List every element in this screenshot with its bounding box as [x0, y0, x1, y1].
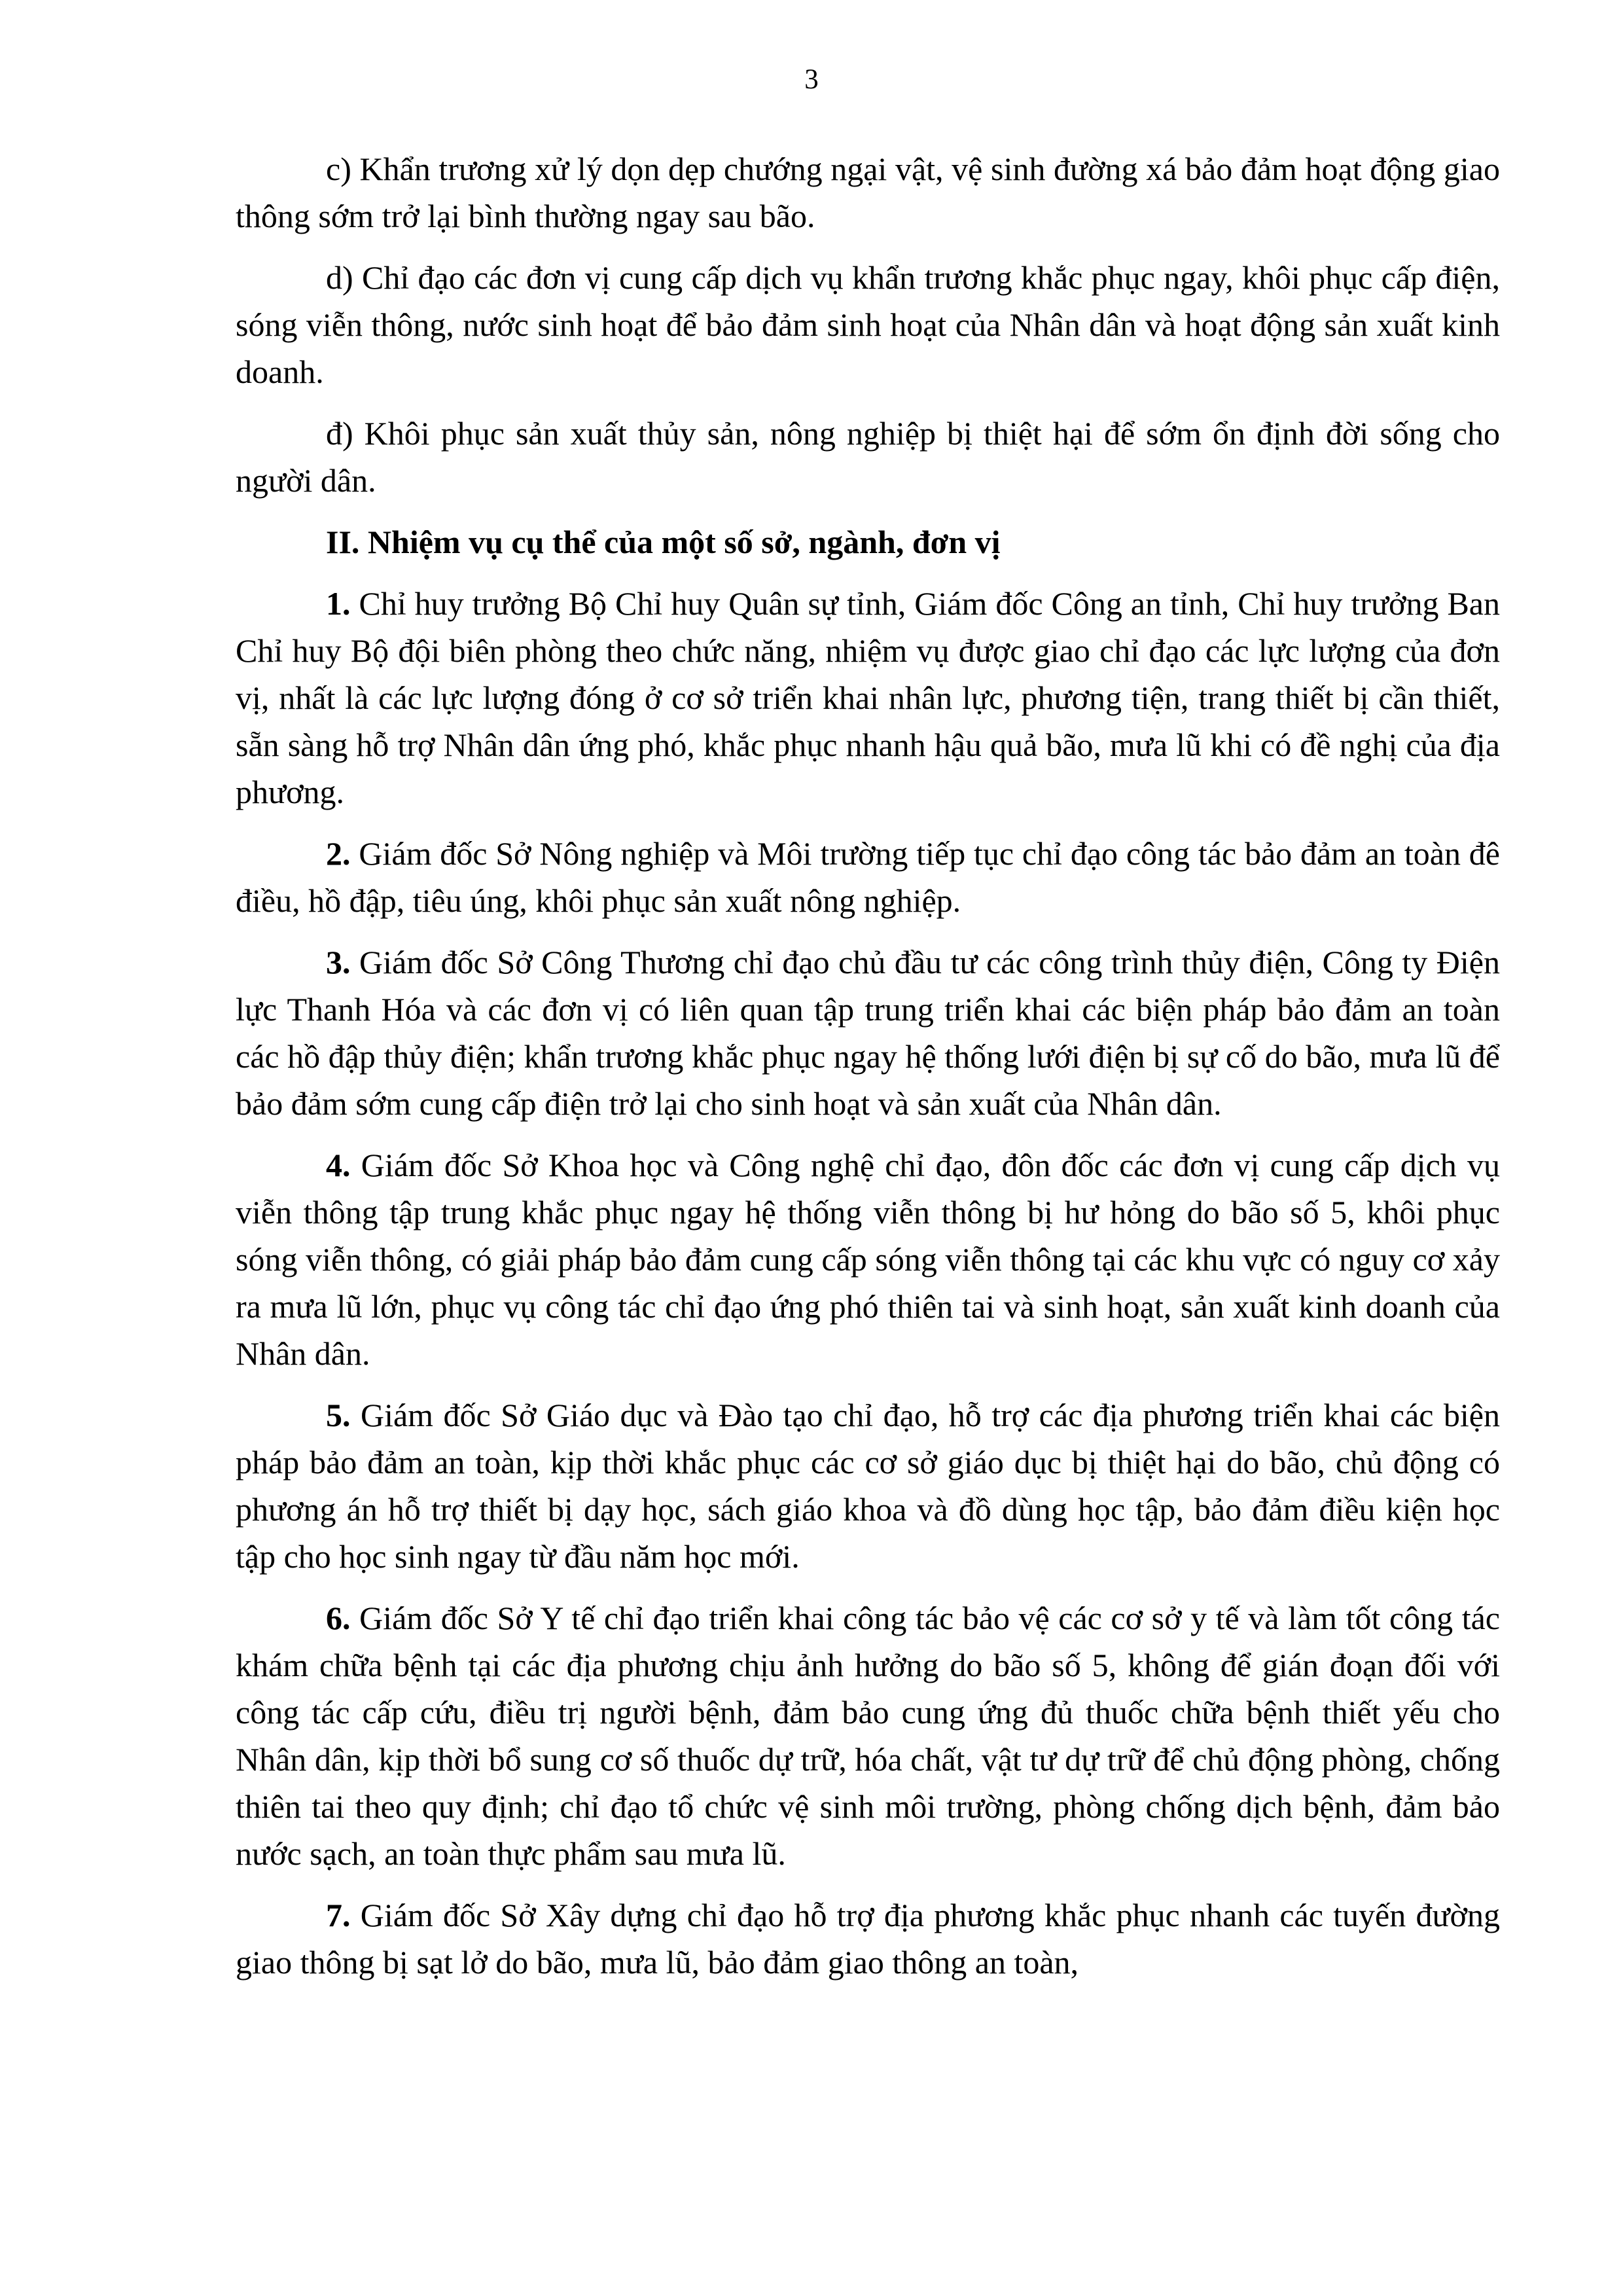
numbered-paragraph-3	[236, 939, 1500, 1127]
paragraph-number: 3.	[326, 944, 351, 980]
paragraph-text: Giám đốc Sở Khoa học và Công nghệ chỉ đạo, đôn đốc các đơn vị cung cấp dịch vụ viễn thông tập trung khắc phục ngay hệ thống viễn thông bị hư hỏng do bão số 5, khôi phục sóng viễn thông, có giải pháp bảo đảm cung cấp sóng viễn thông tại các khu vực có nguy cơ xảy ra mưa lũ lớn, phục vụ công tác chỉ đạo ứng phó thiên tai và sinh hoạt, sản xuất kinh doanh của Nhân dân.	[236, 1147, 1500, 1372]
paragraph-number: 1.	[326, 585, 351, 622]
paragraph-d: d) Chỉ đạo các đơn vị cung cấp dịch vụ khẩn trương khắc phục ngay, khôi phục cấp điện, sóng viễn thông, nước sinh hoạt để bảo đảm sinh hoạt của Nhân dân và hoạt động sản xuất kinh doanh.	[236, 259, 1500, 390]
paragraph-text: Giám đốc Sở Giáo dục và Đào tạo chỉ đạo, hỗ trợ các địa phương triển khai các biện pháp bảo đảm an toàn, kịp thời khắc phục các cơ sở giáo dục bị thiệt hại do bão, chủ động có phương án hỗ trợ thiết bị dạy học, sách giáo khoa và đồ dùng học tập, bảo đảm điều kiện học tập cho học sinh ngay từ đầu năm học mới.	[236, 1397, 1500, 1575]
numbered-paragraph-7	[236, 1892, 1500, 1986]
paragraph-c: c) Khẩn trương xử lý dọn dẹp chướng ngại vật, vệ sinh đường xá bảo đảm hoạt động giao thông sớm trở lại bình thường ngay sau bão.	[236, 151, 1500, 234]
document-body	[236, 145, 1500, 2000]
numbered-paragraph-4	[236, 1141, 1500, 1377]
paragraph-dd: đ) Khôi phục sản xuất thủy sản, nông nghiệp bị thiệt hại để sớm ổn định đời sống cho người dân.	[236, 415, 1500, 499]
paragraph-text: Giám đốc Sở Nông nghiệp và Môi trường tiếp tục chỉ đạo công tác bảo đảm an toàn đê điều, hồ đập, tiêu úng, khôi phục sản xuất nông nghiệp.	[236, 835, 1500, 919]
paragraph-number: 6.	[326, 1600, 351, 1636]
paragraph-number: 4.	[326, 1147, 351, 1183]
paragraph-text: Chỉ huy trưởng Bộ Chỉ huy Quân sự tỉnh, Giám đốc Công an tỉnh, Chỉ huy trưởng Ban Chỉ huy Bộ đội biên phòng theo chức năng, nhiệm vụ được giao chỉ đạo các lực lượng của đơn vị, nhất là các lực lượng đóng ở cơ sở triển khai nhân lực, phương tiện, trang thiết bị cần thiết, sẵn sàng hỗ trợ Nhân dân ứng phó, khắc phục nhanh hậu quả bão, mưa lũ khi có đề nghị của địa phương.	[236, 585, 1500, 810]
numbered-paragraph-1	[236, 580, 1500, 816]
numbered-paragraph-5	[236, 1391, 1500, 1580]
paragraph-number: 5.	[326, 1397, 351, 1433]
numbered-paragraph-6	[236, 1594, 1500, 1877]
paragraph-text: Giám đốc Sở Xây dựng chỉ đạo hỗ trợ địa phương khắc phục nhanh các tuyến đường giao thông bị sạt lở do bão, mưa lũ, bảo đảm giao thông an toàn,	[236, 1897, 1500, 1981]
paragraph-text: Giám đốc Sở Y tế chỉ đạo triển khai công tác bảo vệ các cơ sở y tế và làm tốt công tác khám chữa bệnh tại các địa phương chịu ảnh hưởng do bão số 5, không để gián đoạn đối với công tác cấp cứu, điều trị người bệnh, đảm bảo cung ứng đủ thuốc chữa bệnh thiết yếu cho Nhân dân, kịp thời bổ sung cơ số thuốc dự trữ, hóa chất, vật tư dự trữ để chủ động phòng, chống thiên tai theo quy định; chỉ đạo tổ chức vệ sinh môi trường, phòng chống dịch bệnh, đảm bảo nước sạch, an toàn thực phẩm sau mưa lũ.	[236, 1600, 1500, 1872]
page-number: 3	[804, 64, 819, 95]
paragraph-number: 7.	[326, 1897, 351, 1933]
paragraph-number: 2.	[326, 835, 351, 872]
paragraph-text: Giám đốc Sở Công Thương chỉ đạo chủ đầu tư các công trình thủy điện, Công ty Điện lực Thanh Hóa và các đơn vị có liên quan tập trung triển khai các biện pháp bảo đảm an toàn các hồ đập thủy điện; khẩn trương khắc phục ngay hệ thống lưới điện bị sự cố do bão, mưa lũ để bảo đảm sớm cung cấp điện trở lại cho sinh hoạt và sản xuất của Nhân dân.	[236, 944, 1500, 1122]
numbered-paragraph-2	[236, 830, 1500, 924]
section-heading: II. Nhiệm vụ cụ thể của một số sở, ngành, đơn vị	[326, 524, 1001, 560]
